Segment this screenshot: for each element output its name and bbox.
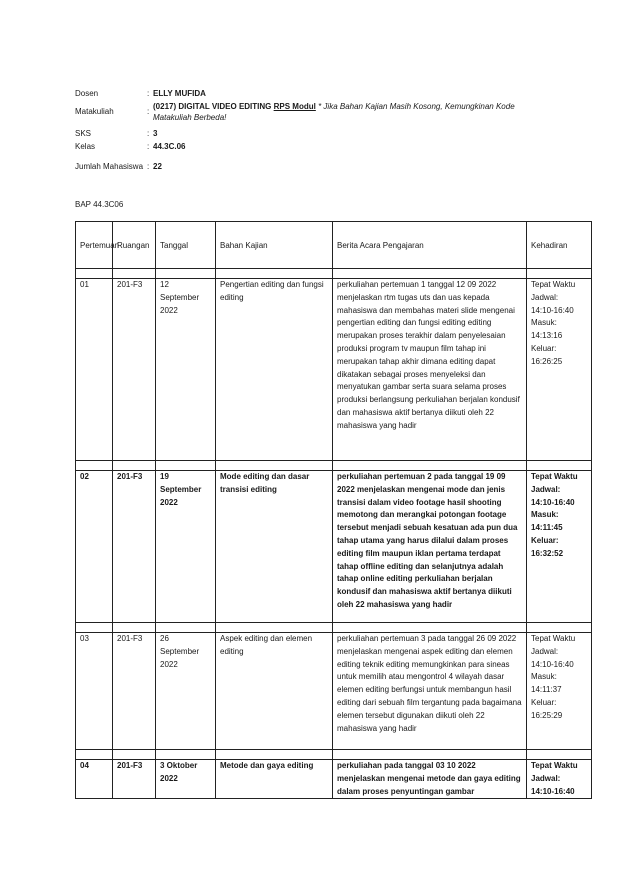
colon: :: [147, 161, 150, 171]
table-row: [76, 760, 592, 799]
cell-pertemuan: 01: [76, 279, 113, 461]
sks-value: 3: [153, 129, 158, 138]
cell-pertemuan: 03: [76, 633, 113, 750]
jumlah-label: Jumlah Mahasiswa: [75, 161, 144, 171]
table-row: [76, 471, 592, 623]
dosen-label: Dosen: [75, 89, 99, 98]
table-header-row: [76, 222, 592, 269]
colon: :: [147, 89, 150, 98]
cell-ruangan: 201-F3: [113, 471, 156, 623]
dosen-value: ELLY MUFIDA: [153, 89, 206, 98]
cell-berita-acara: perkuliahan pada tanggal 03 10 2022 menjelaskan mengenai metode dan gaya editing dalam proses penyuntingan gambar: [333, 760, 527, 799]
matakuliah-value: [153, 101, 545, 123]
colon: :: [147, 129, 150, 138]
table-row: [76, 633, 592, 750]
kelas-value: 44.3C.06: [153, 142, 186, 151]
cell-ruangan: 201-F3: [113, 633, 156, 750]
cell-tanggal: 19 September 2022: [156, 471, 216, 623]
cell-berita-acara: perkuliahan pertemuan 1 tanggal 12 09 2022 menjelaskan rtm tugas uts dan uas kepada mahasiswa dan membahas materi slide mengenai pengertian editing dan fungsi editing editing merupakan proses terakhir dalam penyelesaian produksi program tv maupun film tahap ini merupakan tahap akhir dimana editing dapat dikatakan sebagai proses menyeleksi dan menyatukan gambar serta suara selama proses produksi berlangsung perkuliahan berjalan kondusif dan mahasiswa aktif bertanya diikuti oleh 22 mahasiswa yang hadir: [333, 279, 527, 461]
cell-kehadiran: Tepat Waktu Jadwal: 14:10-16:40 Masuk: 14:11:45 Keluar: 16:32:52: [527, 471, 592, 623]
matakuliah-label: Matakuliah: [75, 107, 114, 116]
cell-pertemuan: 02: [76, 471, 113, 623]
header-tanggal: Tanggal: [156, 222, 216, 269]
header-berita-acara: Berita Acara Pengajaran: [333, 222, 527, 269]
kelas-row: [75, 140, 545, 153]
jumlah-row: [75, 153, 545, 179]
colon: :: [147, 107, 150, 116]
table-spacer: [76, 269, 592, 279]
cell-ruangan: 201-F3: [113, 279, 156, 461]
header-pertemuan: Pertemuan: [76, 222, 113, 269]
sks-label: SKS: [75, 129, 92, 138]
jumlah-value: 22: [153, 161, 162, 171]
cell-kehadiran: Tepat Waktu Jadwal: 14:10-16:40 Masuk: 14:13:16 Keluar: 16:26:25: [527, 279, 592, 461]
table-spacer: [76, 461, 592, 471]
cell-pertemuan: 04: [76, 760, 113, 799]
cell-berita-acara: perkuliahan pertemuan 3 pada tanggal 26 09 2022 menjelaskan mengenai aspek editing dan elemen editing teknik editing memungkinkan para sineas untuk memilih atau mengontrol 4 wilayah dasar elemen editing berfungsi untuk membangun hasil editing dari sebuah film tergantung pada bagaimana elemen tersebut digunakan diikuti oleh 22 mahasiswa yang hadir: [333, 633, 527, 750]
cell-tanggal: 26 September 2022: [156, 633, 216, 750]
cell-kehadiran: Tepat Waktu Jadwal: 14:10-16:40 Masuk: 14:11:37 Keluar: 16:25:29: [527, 633, 592, 750]
matakuliah-row: [75, 99, 545, 124]
header-ruangan: Ruangan: [113, 222, 156, 269]
bap-table: [75, 221, 592, 799]
sks-row: [75, 127, 545, 140]
cell-bahan-kajian: Metode dan gaya editing: [216, 760, 333, 799]
cell-bahan-kajian: Aspek editing dan elemen editing: [216, 633, 333, 750]
table-spacer: [76, 623, 592, 633]
kelas-label: Kelas: [75, 142, 96, 151]
bap-title: BAP 44.3C06: [75, 200, 124, 209]
matakuliah-note: * Jika Bahan Kajian Masih Kosong, Kemungkinan Kode Matakuliah Berbeda!: [153, 101, 515, 122]
cell-ruangan: 201-F3: [113, 760, 156, 799]
header-bahan-kajian: Bahan Kajian: [216, 222, 333, 269]
colon: :: [147, 142, 150, 151]
course-info: [75, 88, 545, 179]
matakuliah-code: (0217) DIGITAL VIDEO EDITING: [153, 101, 272, 111]
cell-tanggal: 3 Oktober 2022: [156, 760, 216, 799]
dosen-row: [75, 88, 545, 99]
rps-modul-link[interactable]: RPS Modul: [273, 101, 316, 111]
header-kehadiran: Kehadiran: [527, 222, 592, 269]
table-spacer: [76, 750, 592, 760]
table-row: [76, 279, 592, 461]
cell-bahan-kajian: Pengertian editing dan fungsi editing: [216, 279, 333, 461]
cell-kehadiran: Tepat Waktu Jadwal: 14:10-16:40: [527, 760, 592, 799]
cell-bahan-kajian: Mode editing dan dasar transisi editing: [216, 471, 333, 623]
cell-berita-acara: perkuliahan pertemuan 2 pada tanggal 19 09 2022 menjelaskan mengenai mode dan jenis transisi dalam video footage hasil shooting memotong dan merangkai potongan footage tersebut menjadi sebuah kesatuan ada pun dua tahap utama yang harus dilalui dalam proses editing film maupun iklan pertama terdapat tahap offline editing dan selanjutnya adalah tahap online editing perkuliahan berjalan kondusif dan mahasiswa aktif bertanya diikuti oleh 22 mahasiswa yang hadir: [333, 471, 527, 623]
cell-tanggal: 12 September 2022: [156, 279, 216, 461]
